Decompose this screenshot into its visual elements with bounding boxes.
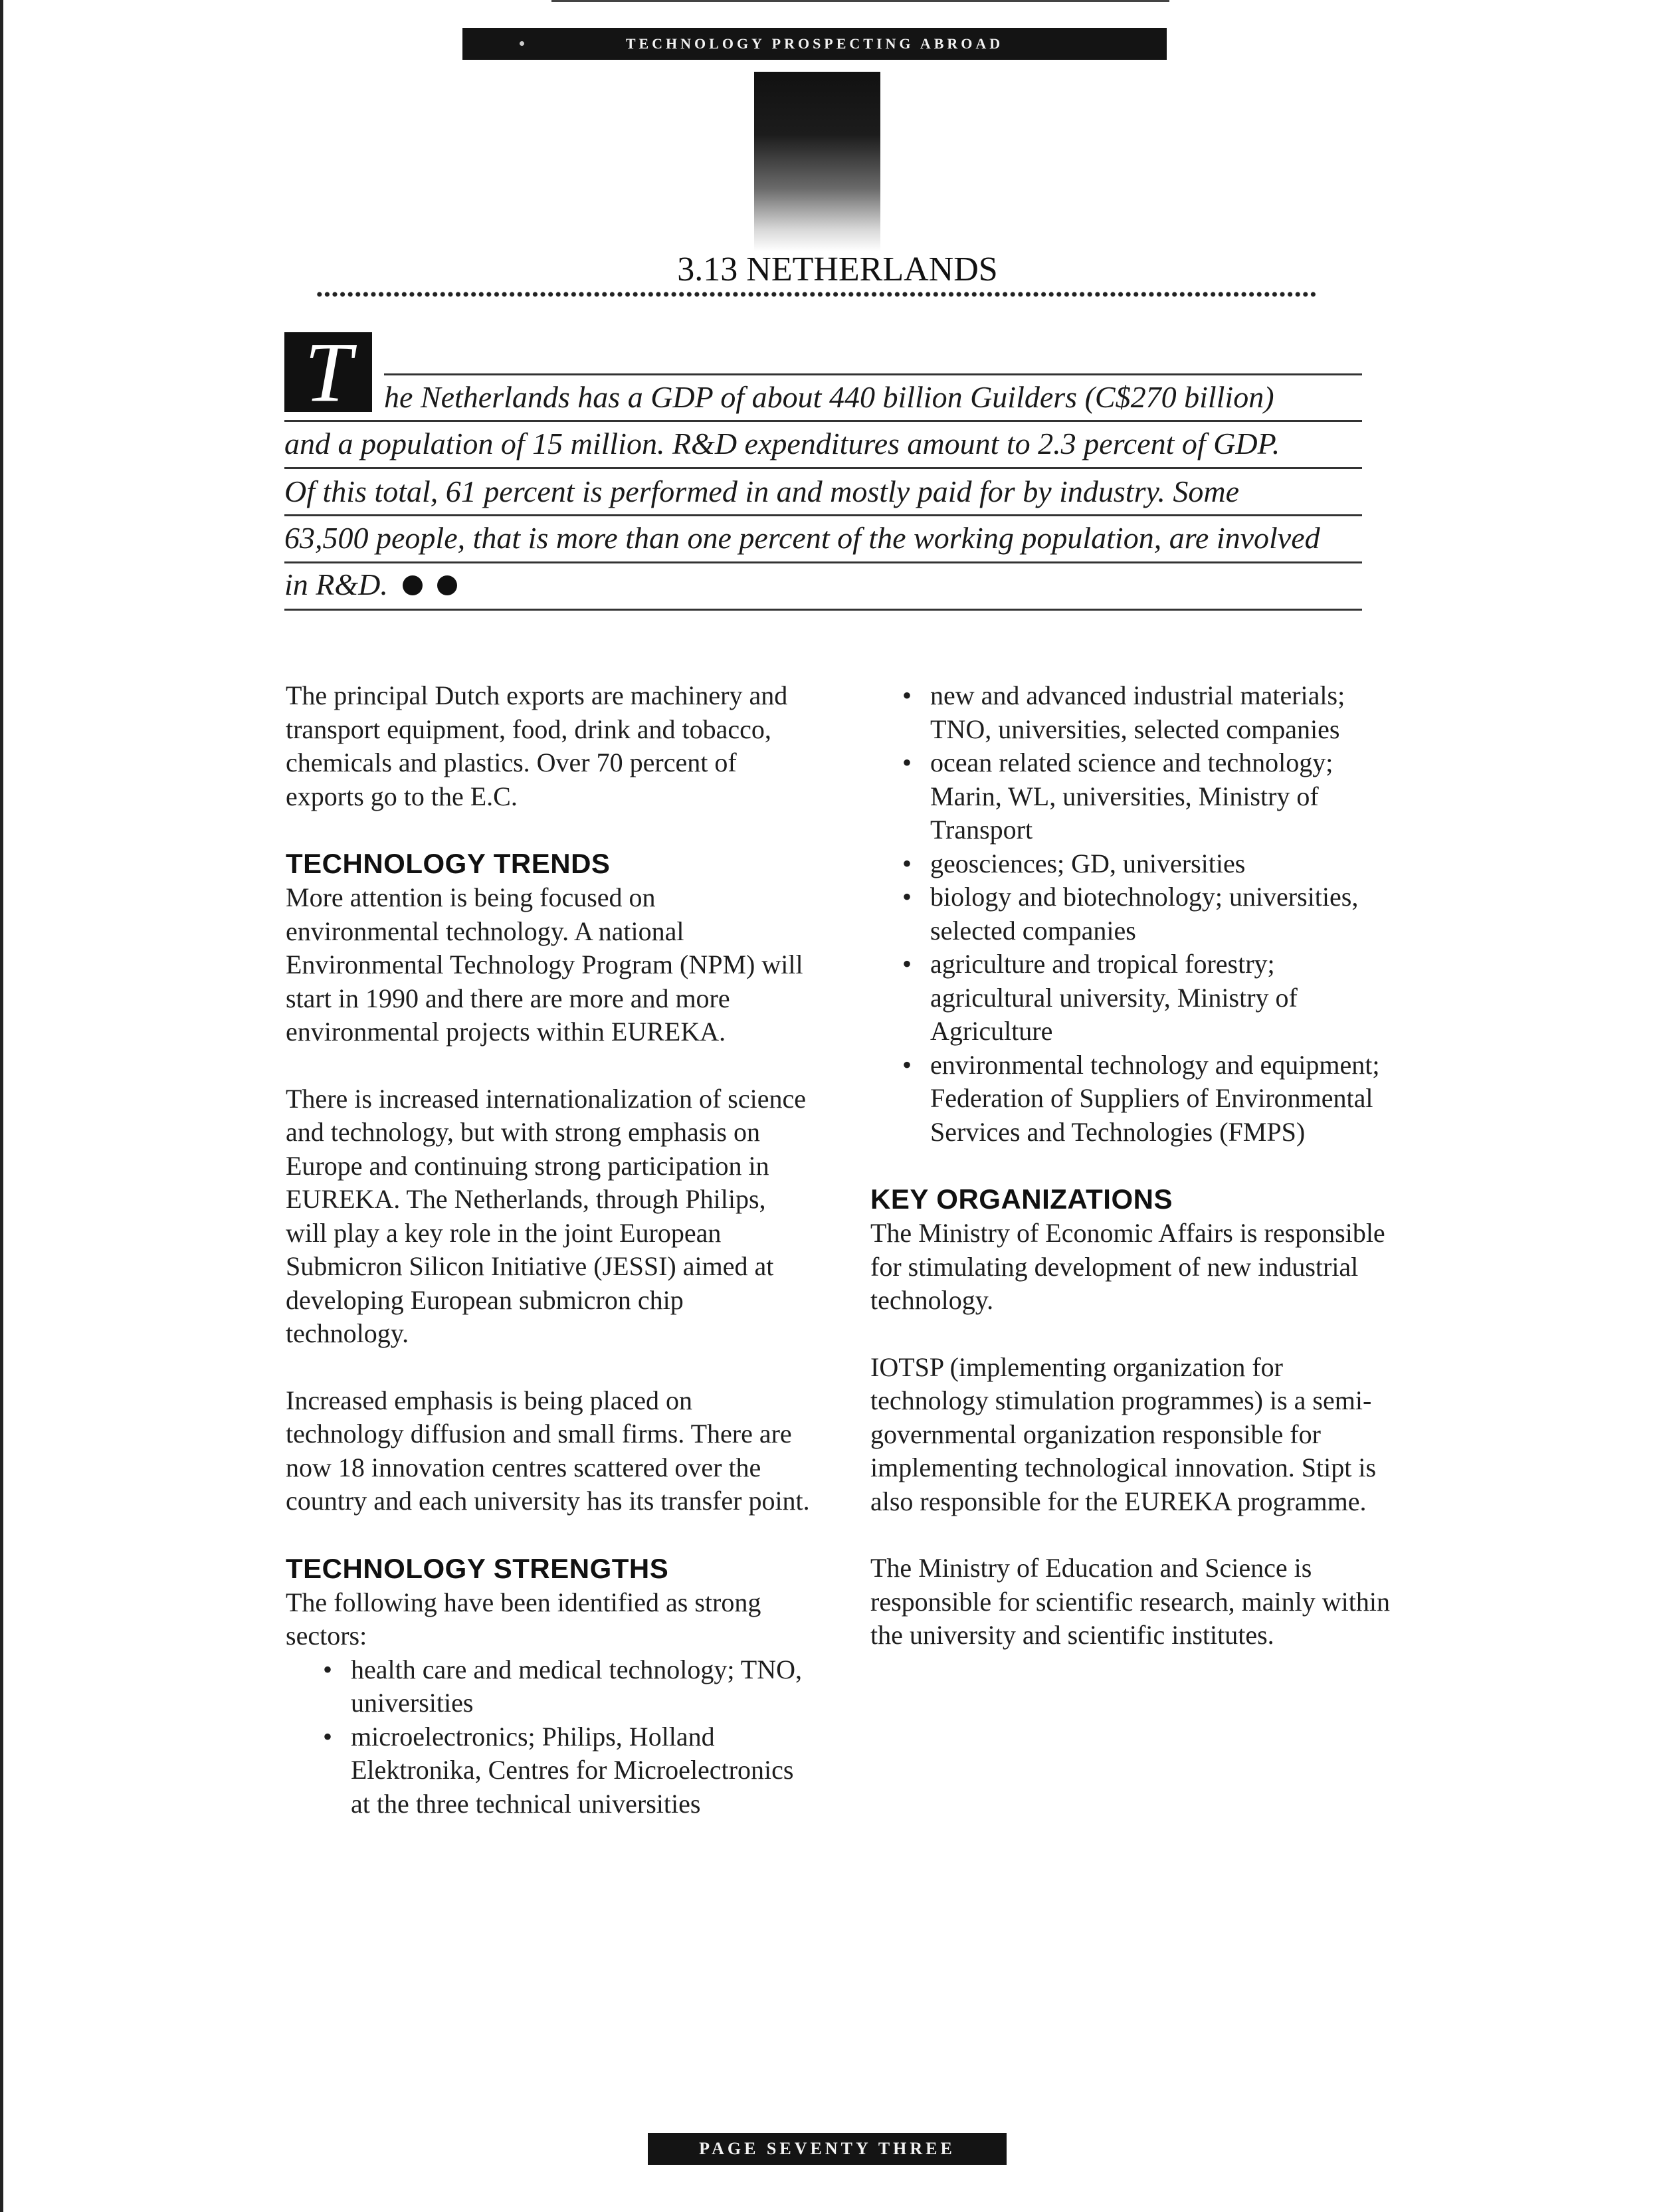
list-item: • environmental technology and equipment; Federation of Suppliers of Environmental Services and Technologies (FMPS): [897, 1049, 1402, 1150]
intro-rule-0: [384, 373, 1362, 375]
header-banner-text: TECHNOLOGY PROSPECTING ABROAD: [625, 35, 1004, 52]
left-column: [286, 679, 811, 1821]
intro-rule-1: [284, 420, 1362, 422]
list-item: • geosciences; GD, universities: [897, 847, 1402, 881]
list-item: • biology and biotechnology; universities, selected companies: [897, 880, 1402, 948]
page-footer: [648, 2133, 1007, 2165]
intro-rule-2: [284, 467, 1362, 469]
bullet-dot-icon: [403, 575, 423, 595]
right-column: [870, 679, 1402, 1686]
trends-paragraph-1: More attention is being focused on environmental technology. A national Environmental Technology Program (NPM) will start in 1990 and there are more and more environmental projects within EUREKA.: [286, 882, 803, 1047]
strengths-intro: The following have been identified as strong sectors:: [286, 1587, 761, 1651]
technology-trends-heading: TECHNOLOGY TRENDS: [286, 848, 611, 879]
intro-rule-5: [284, 609, 1362, 611]
strengths-list-left: [318, 1653, 811, 1821]
intro-line-4: 63,500 people, that is more than one percent of the working population, are involved: [284, 521, 1320, 555]
top-rule: [551, 0, 1169, 2]
trends-paragraph-2: There is increased internationalization of science and technology, but with strong emphasis on Europe and continuing strong participation in EUREKA. The Netherlands, through Philips, will play a key role in the joint European Submicron Silicon Initiative (JESSI) aimed at developing European submicron chip technology.: [286, 1083, 806, 1348]
list-item: • ocean related science and technology; Marin, WL, universities, Ministry of Transport: [897, 746, 1402, 847]
strengths-list-right: [897, 679, 1402, 1149]
page-number-label: PAGE SEVENTY THREE: [699, 2139, 955, 2158]
orgs-paragraph-3: The Ministry of Education and Science is responsible for scientific research, mainly within the university and scientific institutes.: [870, 1553, 1390, 1650]
banner-dot-icon: [520, 41, 524, 46]
section-title: 3.13 NETHERLANDS: [677, 251, 998, 288]
header-banner: [462, 28, 1167, 60]
intro-line-5: [284, 566, 457, 603]
exports-paragraph: The principal Dutch exports are machinery and transport equipment, food, drink and tobacco, chemicals and plastics. Over 70 percent of exports go to the E.C.: [286, 680, 788, 811]
intro-line-3: Of this total, 61 percent is performed in and mostly paid for by industry. Some: [284, 474, 1239, 508]
orgs-paragraph-1: The Ministry of Economic Affairs is responsible for stimulating development of new industrial technology.: [870, 1218, 1385, 1315]
list-item: • health care and medical technology; TNO, universities: [318, 1653, 811, 1720]
technology-strengths-heading: TECHNOLOGY STRENGTHS: [286, 1552, 669, 1584]
intro-line-2: and a population of 15 million. R&D expenditures amount to 2.3 percent of GDP.: [284, 427, 1280, 460]
list-item: • agriculture and tropical forestry; agricultural university, Ministry of Agriculture: [897, 948, 1402, 1049]
dotted-rule: [316, 290, 1318, 299]
list-item: • microelectronics; Philips, Holland Elektronika, Centres for Microelectronics at the three technical universities: [318, 1720, 811, 1821]
intro-rule-3: [284, 514, 1362, 516]
list-item: • new and advanced industrial materials; TNO, universities, selected companies: [897, 679, 1402, 746]
page-edge: [0, 0, 3, 2212]
intro-line-5-text: in R&D.: [284, 567, 388, 601]
intro-rule-4: [284, 561, 1362, 563]
bullet-dot-icon: [437, 575, 457, 595]
orgs-paragraph-2: IOTSP (implementing organization for technology stimulation programmes) is a semi-governmental organization responsible for implementing technological innovation. Stipt is also responsible for the EUREKA programme.: [870, 1352, 1377, 1516]
key-organizations-heading: KEY ORGANIZATIONS: [870, 1183, 1173, 1215]
drop-cap: T: [284, 332, 372, 412]
trends-paragraph-3: Increased emphasis is being placed on technology diffusion and small firms. There are now 18 innovation centres scattered over the country and each university has its transfer point.: [286, 1385, 810, 1516]
intro-line-1: he Netherlands has a GDP of about 440 billion Guilders (C$270 billion): [384, 380, 1274, 414]
decorative-gradient-block: [754, 72, 880, 251]
